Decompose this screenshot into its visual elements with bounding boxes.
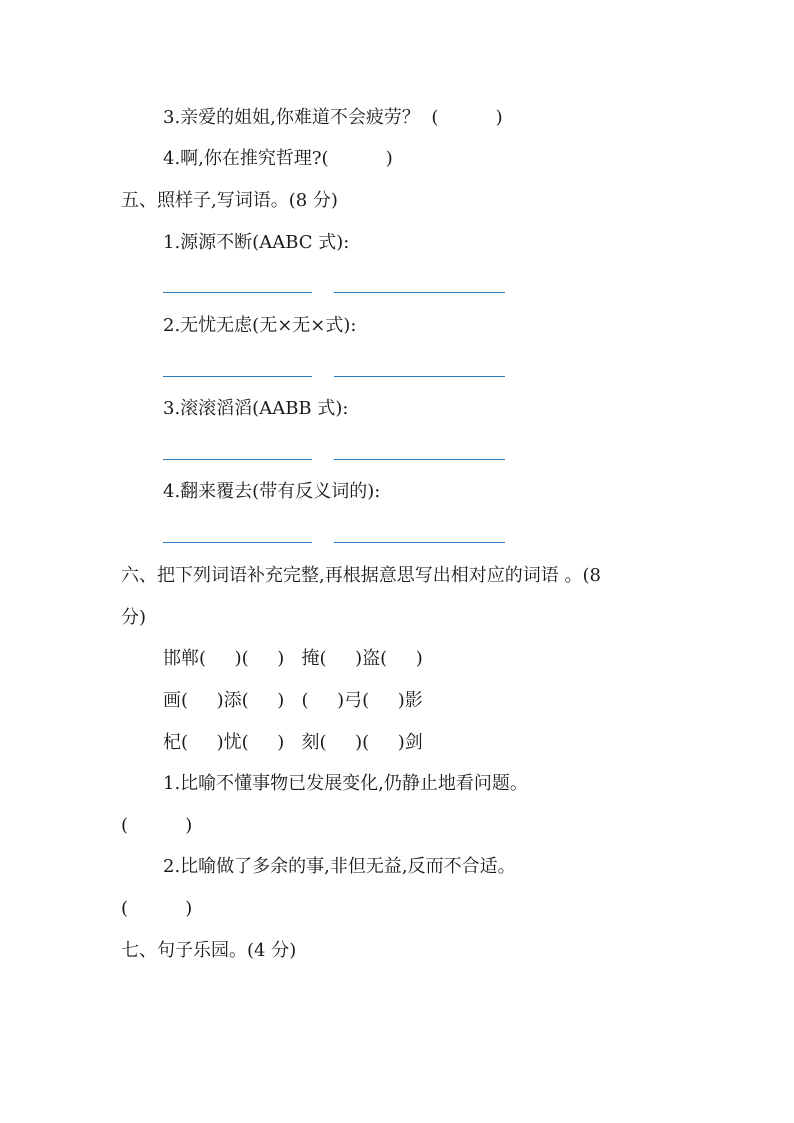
answer-blank[interactable]: [163, 542, 312, 543]
definition-1-answer[interactable]: ( ): [121, 815, 193, 836]
answer-blank[interactable]: [334, 292, 505, 293]
section-7-heading: 七、句子乐园。(4 分): [121, 940, 297, 961]
answer-blank[interactable]: [334, 376, 505, 377]
section-5-item-1: 1.源源不断(AABC 式):: [163, 232, 350, 253]
section-6-heading-cont: 分): [121, 607, 147, 628]
definition-2: 2.比喻做了多余的事,非但无益,反而不合适。: [163, 856, 516, 877]
section-5-heading: 五、照样子,写词语。(8 分): [121, 190, 338, 211]
section-5-item-2: 2.无忧无虑(无×无×式):: [163, 315, 357, 336]
answer-blank[interactable]: [163, 292, 312, 293]
idiom-row-3: 杞( )忧( ) 刻( )( )剑: [163, 732, 423, 753]
answer-blank[interactable]: [334, 542, 505, 543]
idiom-row-2: 画( )添( ) ( )弓( )影: [163, 690, 423, 711]
question-4-4: 4.啊,你在推究哲理?( ): [163, 148, 393, 169]
answer-blank[interactable]: [334, 459, 505, 460]
idiom-row-1: 邯郸( )( ) 掩( )盗( ): [163, 648, 423, 669]
definition-2-answer[interactable]: ( ): [121, 898, 193, 919]
answer-blank[interactable]: [163, 459, 312, 460]
answer-blank[interactable]: [163, 376, 312, 377]
section-6-heading: 六、把下列词语补充完整,再根据意思写出相对应的词语 。(8: [121, 565, 601, 586]
definition-1: 1.比喻不懂事物已发展变化,仍静止地看问题。: [163, 773, 528, 794]
section-5-item-3: 3.滚滚滔滔(AABB 式):: [163, 398, 349, 419]
section-5-item-4: 4.翻来覆去(带有反义词的):: [163, 481, 381, 502]
question-4-3: 3.亲爱的姐姐,你难道不会疲劳？ ( ): [163, 107, 503, 128]
